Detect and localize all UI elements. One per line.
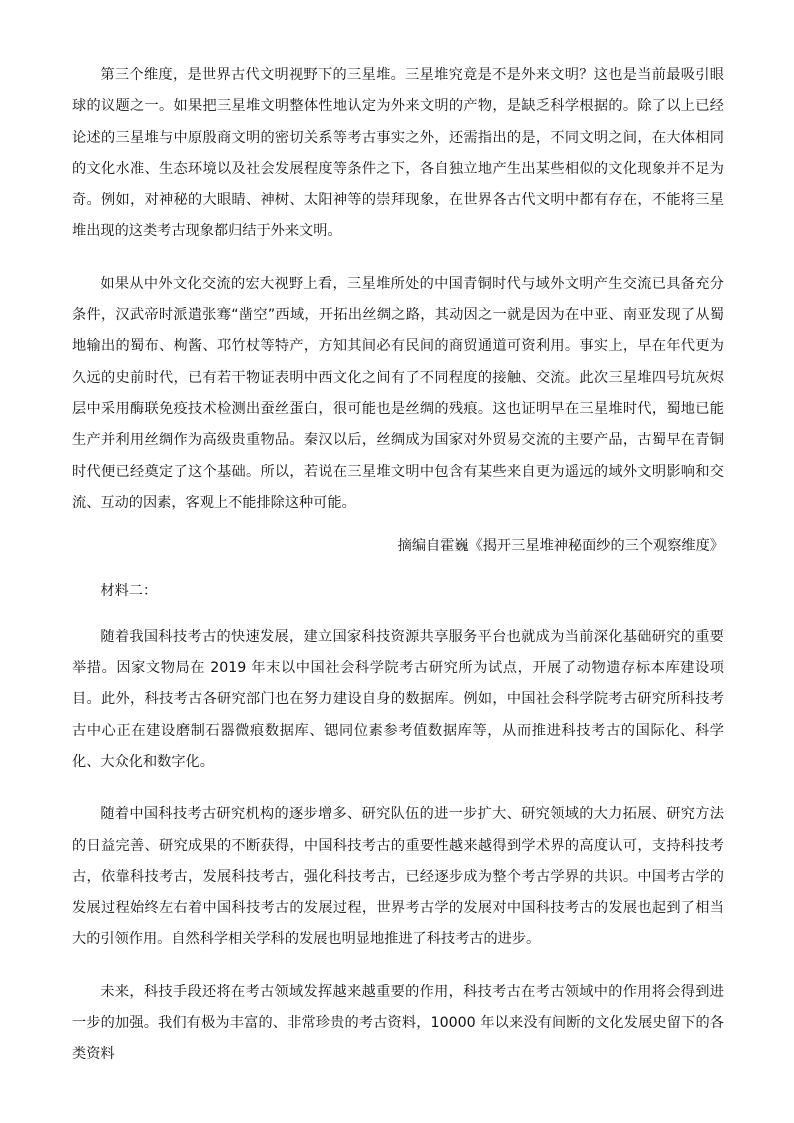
paragraph-dimension-three: 第三个维度，是世界古代文明视野下的三星堆。三星堆究竟是不是外来文明？这也是当前最吸引眼球的议题之一。如果把三星堆文明整体性地认定为外来文明的产物，是缺乏科学根据的。除了以上已经论述的三星堆与中原殷商文明的密切关系等考古事实之外，还需指出的是，不同文明之间，在大体相同的文化水准、生态环境以及社会发展程度等条件之下，各自独立地产生出某些相似的文化现象并不足为奇。例如，对神秘的大眼睛、神树、太阳神等的崇拜现象，在世界各古代文明中都有存在，不能将三星堆出现的这类考古现象都归结于外来文明。	[72, 67, 724, 240]
material-two-heading: 材料二：	[100, 583, 158, 600]
paragraph-cultural-exchange: 如果从中外文化交流的宏大视野上看，三星堆所处的中国青铜时代与域外文明产生交流已具备充分条件，汉武帝时派遣张骞“凿空”西域，开拓出丝绸之路，其动因之一就是因为在中亚、南亚发现了从蜀地输出的蜀布、枸酱、邛竹杖等特产，方知其间必有民间的商贸通道可资利用。事实上，早在年代更为久远的史前时代，已有若干物证表明中西文化之间有了不同程度的接触、交流。此次三星堆四号坑灰烬层中采用酶联免疫技术检测出蚕丝蛋白，很可能也是丝绸的残痕。这也证明早在三星堆时代，蜀地已能生产并利用丝绸作为高级贵重物品。秦汉以后，丝绸成为国家对外贸易交流的主要产品，古蜀早在青铜时代便已经奠定了这个基础。所以，若说在三星堆文明中包含有某些来自更为遥远的域外文明影响和交流、互动的因素，客观上不能排除这种可能。	[72, 275, 724, 511]
document-page	[72, 60, 724, 1092]
source-citation: 摘编自霍巍《揭开三星堆神秘面纱的三个观察维度》	[397, 538, 724, 555]
paragraph-institution-growth: 随着中国科技考古研究机构的逐步增多、研究队伍的进一步扩大、研究领域的大力拓展、研究方法的日益完善、研究成果的不断获得，中国科技考古的重要性越来越得到学术界的高度认可，支持科技考古，依靠科技考古，发展科技考古，强化科技考古，已经逐步成为整个考古学界的共识。中国考古学的发展过程始终左右着中国科技考古的发展过程，世界考古学的发展对中国科技考古的发展也起到了相当大的引领作用。自然科学相关学科的发展也明显地推进了科技考古的进步。	[72, 806, 724, 948]
paragraph-resource-platform: 随着我国科技考古的快速发展，建立国家科技资源共享服务平台也就成为当前深化基础研究的重要举措。因家文物局在 2019 年末以中国社会科学院考古研究所为试点，开展了动物遗存标本库建设项目。此外，科技考古各研究部门也在努力建设自身的数据库。例如，中国社会科学院考古研究所科技考古中心正在建设磨制石器微痕数据库、锶同位素参考值数据库等，从而推进科技考古的国际化、科学化、大众化和数字化。	[72, 628, 724, 770]
paragraph-future: 未来，科技手段还将在考古领域发挥越来越重要的作用，科技考古在考古领域中的作用将会得到进一步的加强。我们有极为丰富的、非常珍贵的考古资料，10000 年以来没有间断的文化发展史留下的各类资料	[72, 983, 724, 1063]
